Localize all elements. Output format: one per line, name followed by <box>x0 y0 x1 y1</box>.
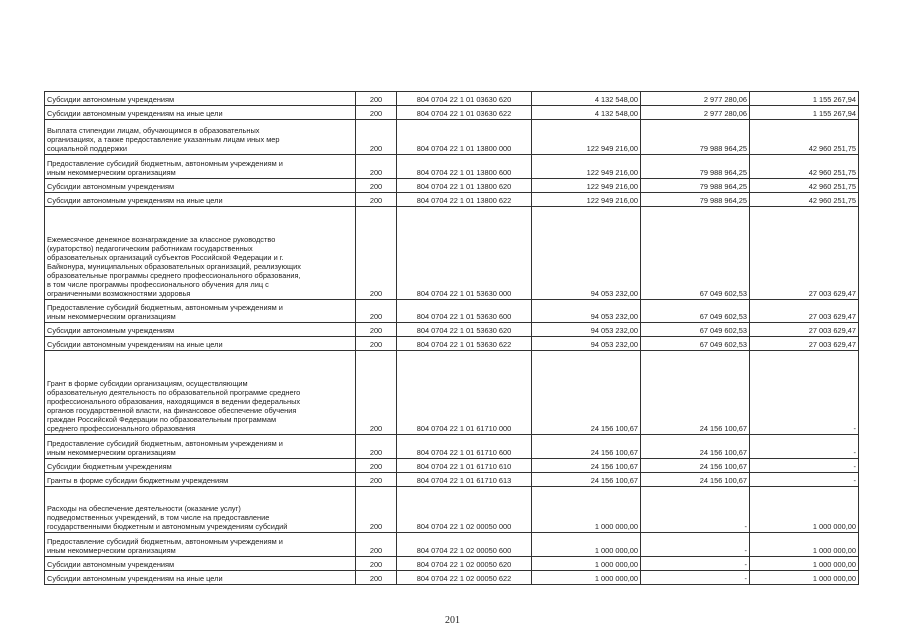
table-row <box>45 300 859 323</box>
table-row <box>45 207 859 300</box>
row-executed-amount: 79 988 964,25 <box>641 179 750 193</box>
row-executed-amount: 24 156 100,67 <box>641 459 750 473</box>
row-executed-amount: 67 049 602,53 <box>641 300 750 323</box>
row-approved-amount: 24 156 100,67 <box>532 435 641 459</box>
table-row <box>45 92 859 106</box>
row-executed-amount: 24 156 100,67 <box>641 435 750 459</box>
row-name: Субсидии автономным учреждениям <box>45 179 356 193</box>
row-approved-amount: 4 132 548,00 <box>532 92 641 106</box>
row-line-code: 200 <box>356 179 397 193</box>
row-line-code: 200 <box>356 557 397 571</box>
row-name: Субсидии автономным учреждениям <box>45 557 356 571</box>
row-name: Субсидии автономным учреждениям на иные цели <box>45 571 356 585</box>
row-approved-amount: 1 000 000,00 <box>532 533 641 557</box>
table-row <box>45 337 859 351</box>
row-name: Предоставление субсидий бюджетным, автономным учреждениям и иным некоммерческим организациям <box>45 533 356 557</box>
row-executed-amount: 67 049 602,53 <box>641 207 750 300</box>
row-line-code: 200 <box>356 155 397 179</box>
table-row <box>45 473 859 487</box>
row-classification-code: 804 0704 22 1 01 03630 622 <box>397 106 532 120</box>
table-row <box>45 351 859 435</box>
row-approved-amount: 1 000 000,00 <box>532 571 641 585</box>
row-classification-code: 804 0704 22 1 02 00050 620 <box>397 557 532 571</box>
row-line-code: 200 <box>356 487 397 533</box>
row-name: Расходы на обеспечение деятельности (оказание услуг) подведомственных учреждений, в том числе на предоставление государственными бюджетным и автономным учреждениям субсидий <box>45 487 356 533</box>
row-approved-amount: 1 000 000,00 <box>532 487 641 533</box>
table-row <box>45 487 859 533</box>
row-classification-code: 804 0704 22 1 01 13800 620 <box>397 179 532 193</box>
row-classification-code: 804 0704 22 1 02 00050 622 <box>397 571 532 585</box>
table-row <box>45 106 859 120</box>
row-line-code: 200 <box>356 473 397 487</box>
row-line-code: 200 <box>356 533 397 557</box>
row-line-code: 200 <box>356 435 397 459</box>
row-unexecuted-amount: 1 155 267,94 <box>750 106 859 120</box>
row-executed-amount: 79 988 964,25 <box>641 193 750 207</box>
row-unexecuted-amount: 27 003 629,47 <box>750 323 859 337</box>
row-approved-amount: 1 000 000,00 <box>532 557 641 571</box>
row-classification-code: 804 0704 22 1 01 53630 622 <box>397 337 532 351</box>
row-name: Предоставление субсидий бюджетным, автономным учреждениям и иным некоммерческим организациям <box>45 155 356 179</box>
row-executed-amount: - <box>641 557 750 571</box>
row-executed-amount: - <box>641 571 750 585</box>
row-executed-amount: 24 156 100,67 <box>641 473 750 487</box>
row-classification-code: 804 0704 22 1 01 13800 622 <box>397 193 532 207</box>
row-name: Субсидии автономным учреждениям <box>45 323 356 337</box>
row-line-code: 200 <box>356 323 397 337</box>
table-row <box>45 435 859 459</box>
row-approved-amount: 24 156 100,67 <box>532 351 641 435</box>
row-executed-amount: - <box>641 487 750 533</box>
row-approved-amount: 24 156 100,67 <box>532 473 641 487</box>
row-approved-amount: 94 053 232,00 <box>532 207 641 300</box>
row-line-code: 200 <box>356 207 397 300</box>
row-classification-code: 804 0704 22 1 01 53630 000 <box>397 207 532 300</box>
row-approved-amount: 122 949 216,00 <box>532 179 641 193</box>
row-unexecuted-amount: - <box>750 473 859 487</box>
row-unexecuted-amount: 42 960 251,75 <box>750 179 859 193</box>
row-name: Субсидии бюджетным учреждениям <box>45 459 356 473</box>
row-classification-code: 804 0704 22 1 01 53630 620 <box>397 323 532 337</box>
row-name: Гранты в форме субсидии бюджетным учреждениям <box>45 473 356 487</box>
row-executed-amount: 24 156 100,67 <box>641 351 750 435</box>
row-unexecuted-amount: 27 003 629,47 <box>750 337 859 351</box>
table-row <box>45 459 859 473</box>
table-row <box>45 557 859 571</box>
table-row <box>45 571 859 585</box>
row-classification-code: 804 0704 22 1 01 13800 000 <box>397 120 532 155</box>
page-number: 201 <box>445 615 460 626</box>
row-unexecuted-amount: 42 960 251,75 <box>750 193 859 207</box>
row-name: Субсидии автономным учреждениям <box>45 92 356 106</box>
row-line-code: 200 <box>356 92 397 106</box>
row-classification-code: 804 0704 22 1 01 61710 600 <box>397 435 532 459</box>
row-line-code: 200 <box>356 120 397 155</box>
row-classification-code: 804 0704 22 1 01 53630 600 <box>397 300 532 323</box>
row-approved-amount: 94 053 232,00 <box>532 323 641 337</box>
table-row <box>45 155 859 179</box>
row-executed-amount: 2 977 280,06 <box>641 92 750 106</box>
table-row <box>45 193 859 207</box>
row-approved-amount: 24 156 100,67 <box>532 459 641 473</box>
row-line-code: 200 <box>356 106 397 120</box>
table-row <box>45 179 859 193</box>
row-classification-code: 804 0704 22 1 02 00050 600 <box>397 533 532 557</box>
row-classification-code: 804 0704 22 1 01 61710 613 <box>397 473 532 487</box>
row-name: Субсидии автономным учреждениям на иные цели <box>45 193 356 207</box>
row-executed-amount: 2 977 280,06 <box>641 106 750 120</box>
row-executed-amount: - <box>641 533 750 557</box>
row-executed-amount: 67 049 602,53 <box>641 337 750 351</box>
row-line-code: 200 <box>356 459 397 473</box>
row-name: Субсидии автономным учреждениям на иные цели <box>45 337 356 351</box>
row-name: Ежемесячное денежное вознаграждение за классное руководство (кураторство) педагогическим работникам государственных образовательных организаций субъектов Российской Федерации и г. Байконура, муниципальных образовательных организаций, реализующих образовательные программы среднего профессионального образования, в том числе программы профессионального обучения для лиц с ограниченными возможностями здоровья <box>45 207 356 300</box>
row-approved-amount: 122 949 216,00 <box>532 193 641 207</box>
row-executed-amount: 79 988 964,25 <box>641 120 750 155</box>
row-unexecuted-amount: 1 000 000,00 <box>750 571 859 585</box>
row-classification-code: 804 0704 22 1 01 61710 000 <box>397 351 532 435</box>
row-approved-amount: 4 132 548,00 <box>532 106 641 120</box>
row-executed-amount: 79 988 964,25 <box>641 155 750 179</box>
row-name: Субсидии автономным учреждениям на иные цели <box>45 106 356 120</box>
row-approved-amount: 94 053 232,00 <box>532 337 641 351</box>
row-name: Предоставление субсидий бюджетным, автономным учреждениям и иным некоммерческим организациям <box>45 435 356 459</box>
budget-execution-table <box>44 91 859 585</box>
row-unexecuted-amount: 42 960 251,75 <box>750 120 859 155</box>
row-line-code: 200 <box>356 351 397 435</box>
row-unexecuted-amount: 1 155 267,94 <box>750 92 859 106</box>
row-unexecuted-amount: 42 960 251,75 <box>750 155 859 179</box>
row-classification-code: 804 0704 22 1 02 00050 000 <box>397 487 532 533</box>
row-line-code: 200 <box>356 337 397 351</box>
row-approved-amount: 94 053 232,00 <box>532 300 641 323</box>
row-line-code: 200 <box>356 300 397 323</box>
row-unexecuted-amount: 27 003 629,47 <box>750 207 859 300</box>
row-name: Предоставление субсидий бюджетным, автономным учреждениям и иным некоммерческим организациям <box>45 300 356 323</box>
row-unexecuted-amount: 27 003 629,47 <box>750 300 859 323</box>
table-row <box>45 120 859 155</box>
row-line-code: 200 <box>356 193 397 207</box>
row-unexecuted-amount: 1 000 000,00 <box>750 557 859 571</box>
row-unexecuted-amount: - <box>750 459 859 473</box>
row-line-code: 200 <box>356 571 397 585</box>
row-classification-code: 804 0704 22 1 01 13800 600 <box>397 155 532 179</box>
row-name: Грант в форме субсидии организациям, осуществляющим образовательную деятельность по образовательной программе среднего профессионального образования, находящимся в ведении федеральных органов государственной власти, на финансовое обеспечение обучения граждан Российской Федерации по образовательным программам среднего профессионального образования <box>45 351 356 435</box>
table-row <box>45 533 859 557</box>
row-classification-code: 804 0704 22 1 01 61710 610 <box>397 459 532 473</box>
row-executed-amount: 67 049 602,53 <box>641 323 750 337</box>
row-unexecuted-amount: - <box>750 351 859 435</box>
table-row <box>45 323 859 337</box>
row-name: Выплата стипендии лицам, обучающимся в образовательных организациях, а также предоставление указанным лицам иных мер социальной поддержки <box>45 120 356 155</box>
row-unexecuted-amount: 1 000 000,00 <box>750 533 859 557</box>
row-classification-code: 804 0704 22 1 01 03630 620 <box>397 92 532 106</box>
row-unexecuted-amount: - <box>750 435 859 459</box>
row-approved-amount: 122 949 216,00 <box>532 120 641 155</box>
row-unexecuted-amount: 1 000 000,00 <box>750 487 859 533</box>
row-approved-amount: 122 949 216,00 <box>532 155 641 179</box>
